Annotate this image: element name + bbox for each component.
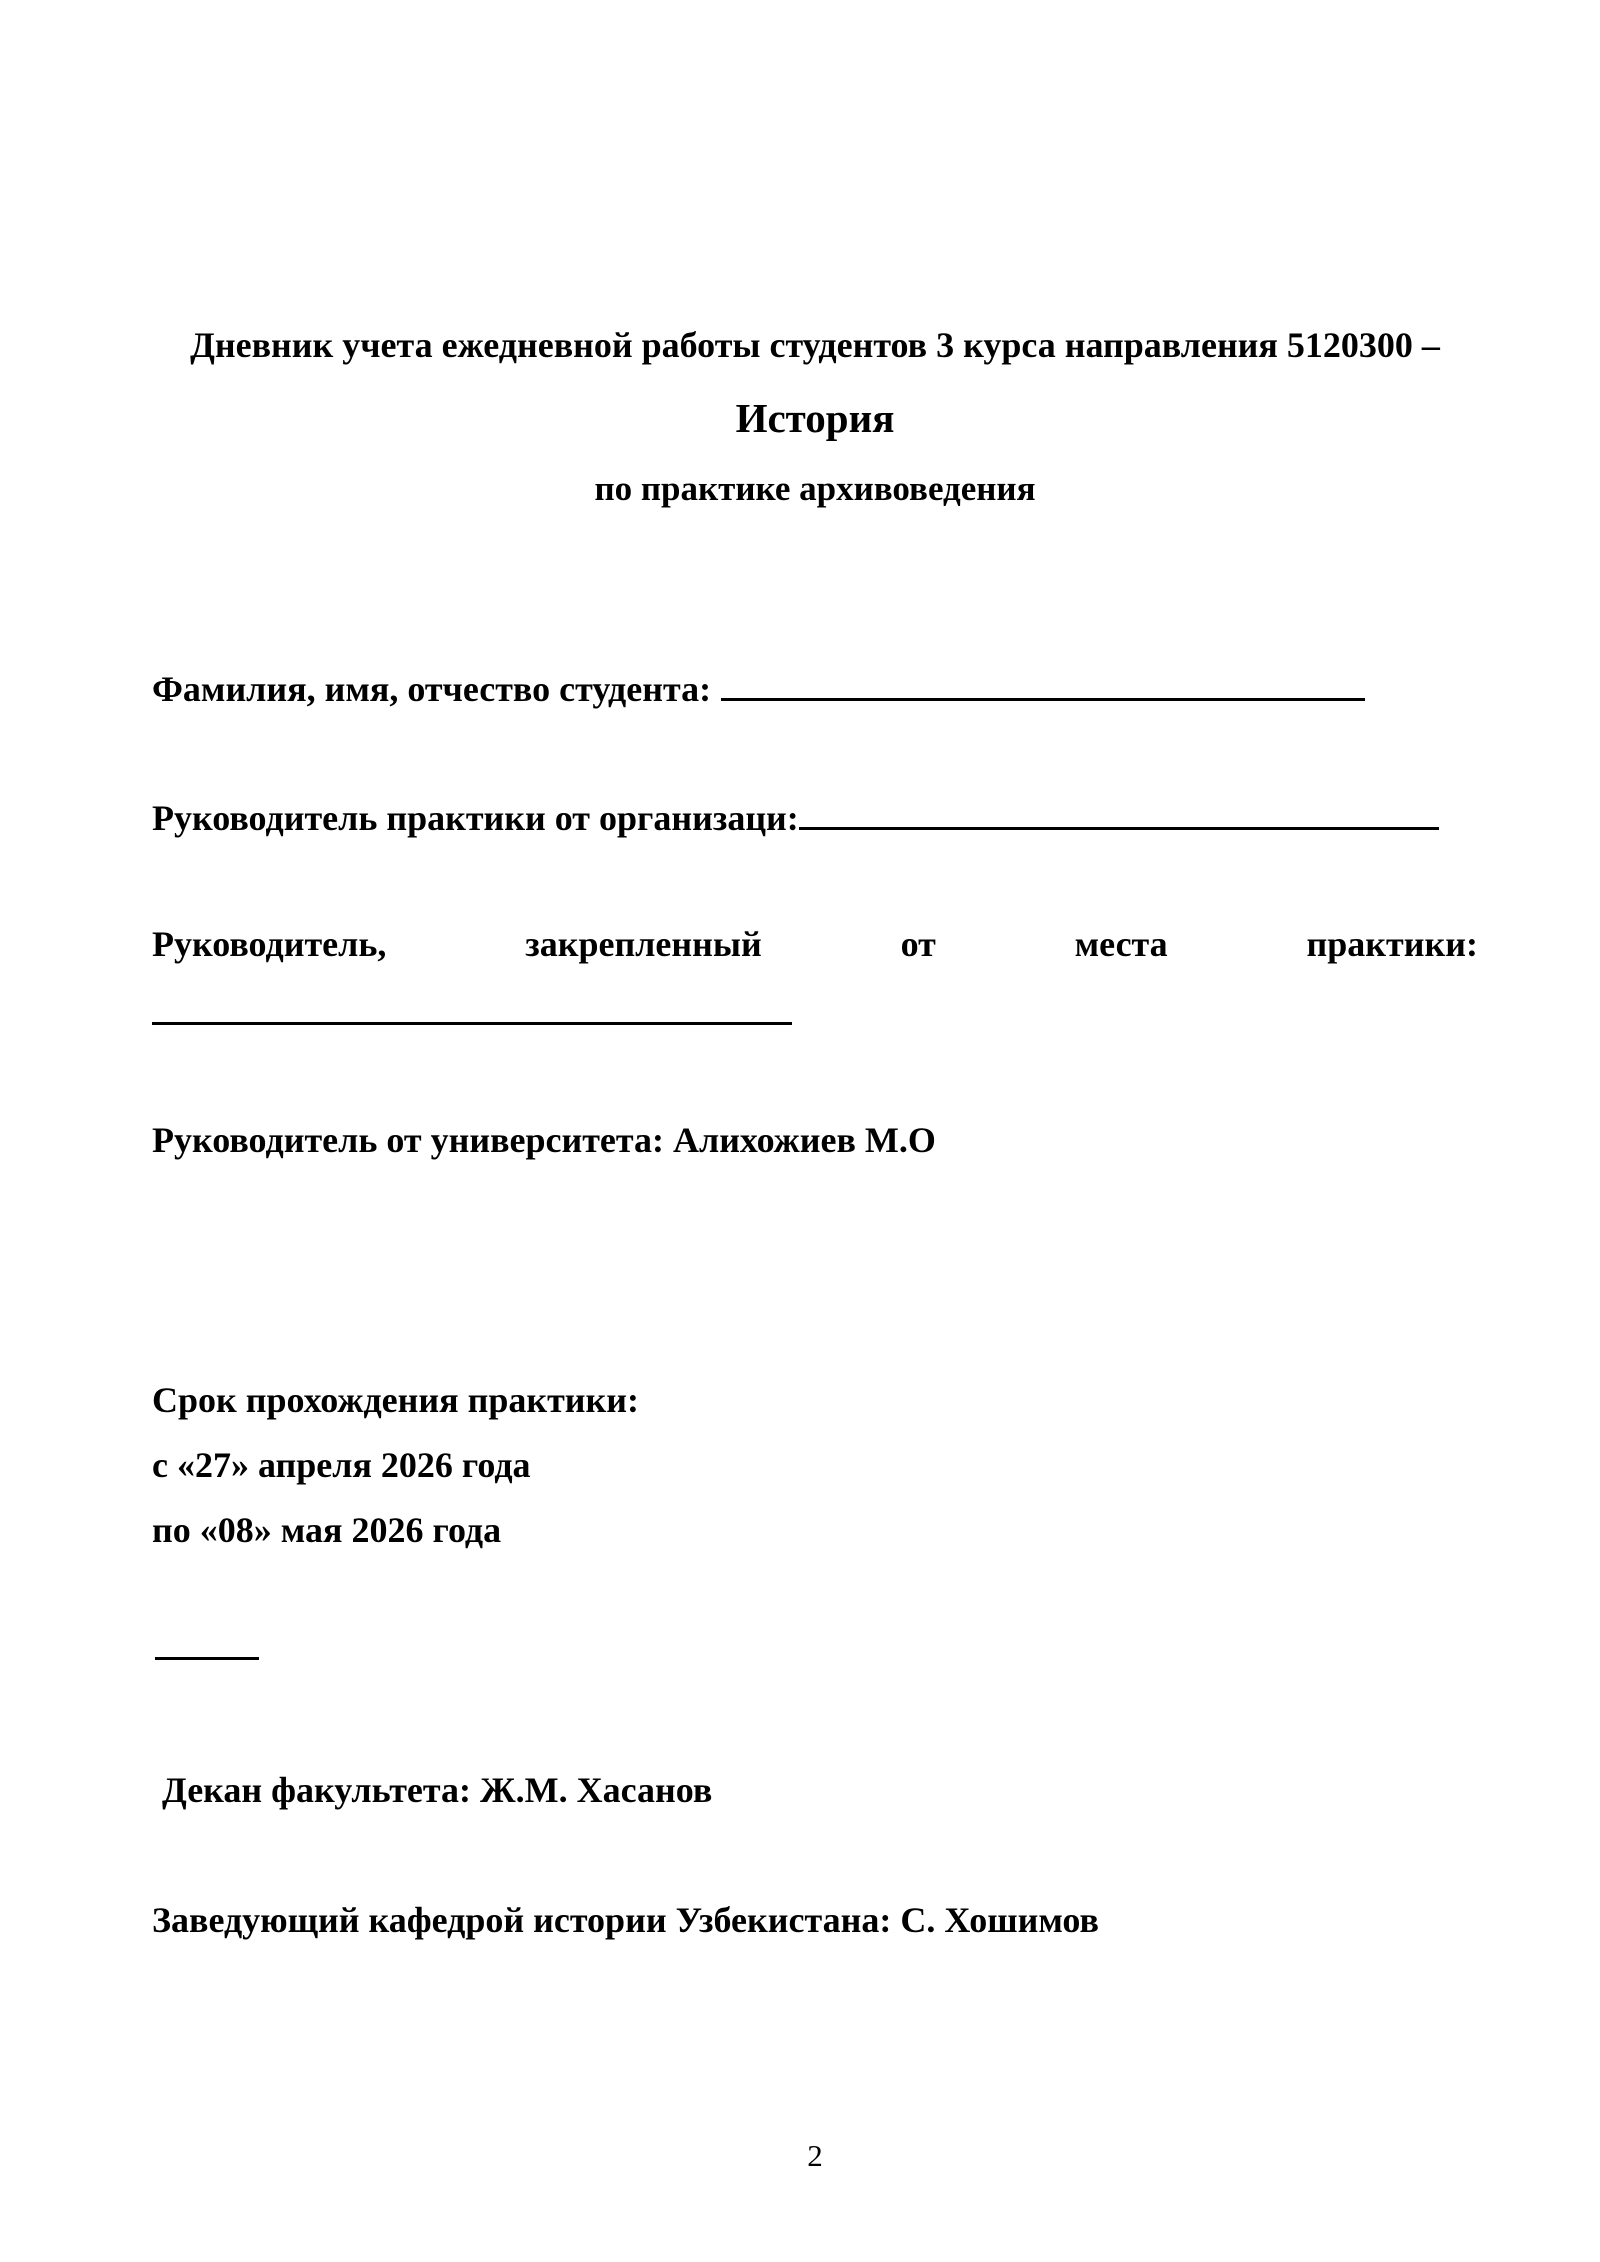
student-name-blank: [721, 664, 1365, 701]
student-name-field: [152, 664, 1478, 711]
org-supervisor-label: Руководитель практики от организаци:: [152, 798, 799, 838]
practice-end-date: по «08» мая 2026 года: [152, 1510, 502, 1550]
dean-signature: Декан факультета: Ж.М. Хасанов: [162, 1770, 713, 1810]
short-signature-line: [155, 1657, 259, 1660]
university-supervisor: Руководитель от университета: Алихожиев М.О: [152, 1120, 936, 1160]
student-name-label: Фамилия, имя, отчество студента:: [152, 669, 712, 709]
place-supervisor-label: [152, 922, 1478, 966]
place-supervisor-field: [152, 988, 1478, 1035]
document-title: Дневник учета ежедневной работы студентов 3 курса направления 5120300 –: [190, 325, 1440, 365]
practice-start-date: с «27» апреля 2026 года: [152, 1445, 531, 1485]
place-supervisor-word: Руководитель,: [152, 924, 387, 964]
place-supervisor-blank: [152, 988, 792, 1025]
org-supervisor-field: [152, 793, 1478, 840]
place-supervisor-word: от: [900, 924, 936, 964]
department-head-signature: Заведующий кафедрой истории Узбекистана: С. Хошимов: [152, 1900, 1099, 1940]
practice-period-label: Срок прохождения практики:: [152, 1380, 640, 1420]
place-supervisor-word: закрепленный: [525, 924, 762, 964]
page-number: 2: [807, 2138, 823, 2173]
place-supervisor-word: практики:: [1306, 924, 1478, 964]
document-subject: История: [735, 395, 895, 441]
place-supervisor-word: места: [1074, 924, 1168, 964]
document-practice-type: по практике архивоведения: [594, 469, 1036, 508]
org-supervisor-blank: [799, 793, 1439, 830]
